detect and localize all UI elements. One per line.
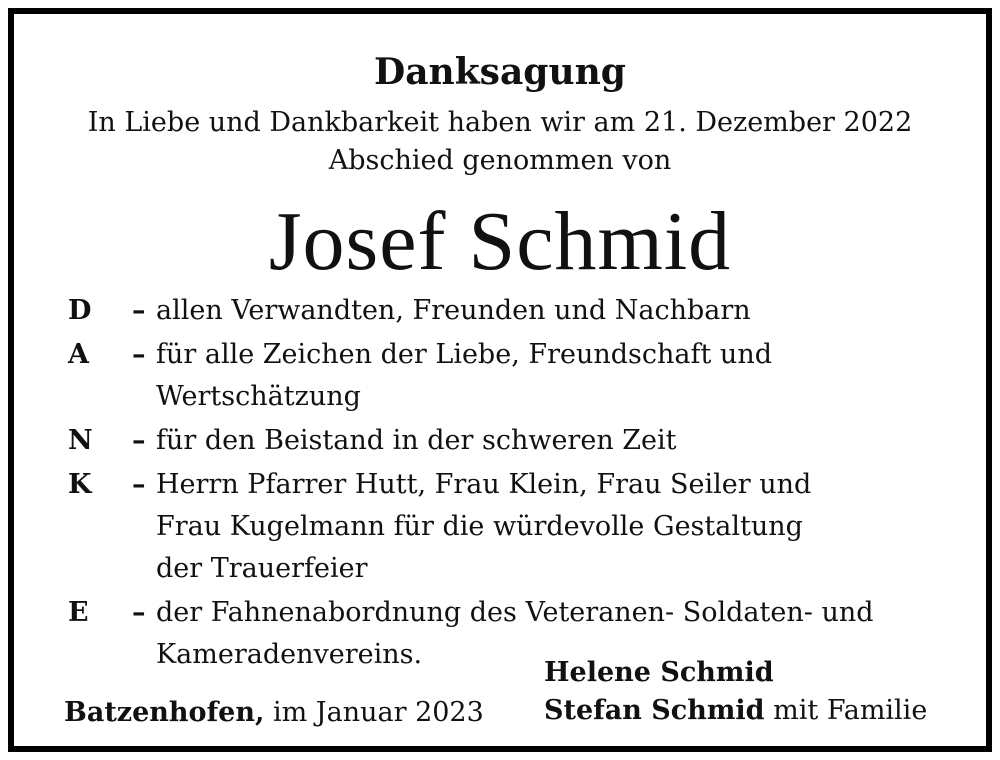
deceased-name: Josef Schmid bbox=[268, 195, 732, 288]
thanks-text: für den Beistand in der schweren Zeit bbox=[156, 425, 677, 456]
dash: – bbox=[132, 597, 146, 628]
thanks-item bbox=[64, 420, 964, 462]
acrostic-letter: K bbox=[68, 469, 92, 500]
signer-line bbox=[544, 692, 927, 730]
signer-line bbox=[544, 654, 927, 692]
notice-title: Danksagung bbox=[374, 51, 626, 93]
signer-name: Helene Schmid bbox=[544, 657, 774, 688]
obituary-notice bbox=[8, 8, 992, 752]
dash: – bbox=[132, 469, 146, 500]
acrostic-letter: N bbox=[68, 425, 93, 456]
acrostic-letter: A bbox=[68, 339, 89, 370]
notice-intro bbox=[14, 104, 986, 180]
thanks-item bbox=[64, 290, 964, 332]
thanks-list bbox=[64, 290, 964, 676]
signers bbox=[544, 654, 927, 730]
dash: – bbox=[132, 295, 146, 326]
place: Batzenhofen, bbox=[64, 697, 265, 728]
date: im Januar 2023 bbox=[264, 697, 484, 728]
intro-text: In Liebe und Dankbarkeit haben wir am 21. Dezember 2022 Abschied genommen von bbox=[87, 107, 913, 176]
acrostic-letter: D bbox=[68, 295, 92, 326]
dash: – bbox=[132, 425, 146, 456]
thanks-text: der Fahnenabordnung des Veteranen- Soldaten- und Kameradenvereins. bbox=[156, 597, 874, 670]
acrostic-letter: E bbox=[68, 597, 89, 628]
dash: – bbox=[132, 339, 146, 370]
place-and-date bbox=[64, 694, 484, 732]
thanks-text: allen Verwandten, Freunden und Nachbarn bbox=[156, 295, 751, 326]
thanks-text: Herrn Pfarrer Hutt, Frau Klein, Frau Seiler und Frau Kugelmann für die würdevolle Gestaltung der Trauerfeier bbox=[156, 469, 812, 584]
signer-name: Stefan Schmid bbox=[544, 695, 765, 726]
thanks-item bbox=[64, 334, 964, 418]
signer-suffix: mit Familie bbox=[764, 695, 928, 726]
thanks-item bbox=[64, 464, 964, 590]
thanks-text: für alle Zeichen der Liebe, Freundschaft und Wertschätzung bbox=[156, 339, 772, 412]
